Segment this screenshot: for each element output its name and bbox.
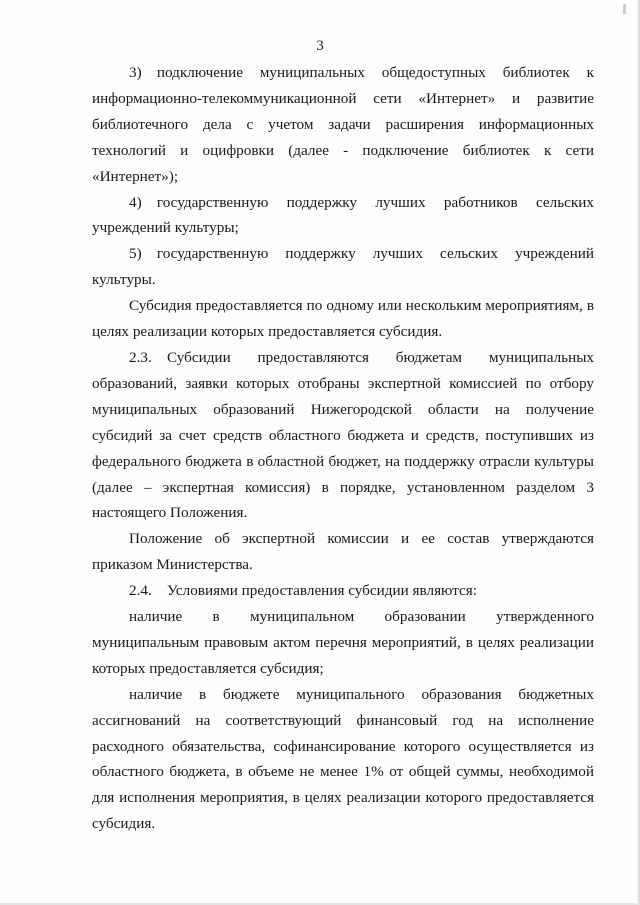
- paragraph-condition-2: наличие в бюджете муниципального образования бюджетных ассигнований на соответствующий финансовый год на исполнение расходного обязательства, софинансирование которого осуществляется из областного бюджета, в объеме не менее 1% от общей суммы, необходимой для исполнения мероприятия, в целях реализации которого предоставляется субсидия.: [92, 685, 594, 833]
- paragraph-commission: Положение об экспертной комиссии и ее состав утверждаются приказом Министерства.: [92, 530, 594, 574]
- paragraph-condition-1: наличие в муниципальном образовании утвержденного муниципальным правовым актом перечня мероприятий, в целях реализации которых предоставляется субсидия;: [92, 608, 594, 677]
- document-body: [92, 60, 594, 837]
- paragraph-item-3: 3) подключение муниципальных общедоступных библиотек к информационно-телекоммуникационной сети «Интернет» и развитие библиотечного дела с учетом задачи расширения информационных технологий и оцифровки (далее - подключение библиотек к сети «Интернет»);: [92, 64, 594, 185]
- page-number: 3: [316, 38, 324, 54]
- paragraph-subsidy-note: Субсидия предоставляется по одному или нескольким мероприятиям, в целях реализации которых предоставляется субсидия.: [92, 297, 594, 341]
- paragraph-item-4: 4) государственную поддержку лучших работников сельских учреждений культуры;: [92, 193, 594, 237]
- scan-artifact: [623, 4, 626, 14]
- paragraph-2-4: 2.4. Условиями предоставления субсидии являются:: [129, 582, 477, 600]
- paragraph-2-3: 2.3. Субсидии предоставляются бюджетам муниципальных образований, заявки которых отобраны экспертной комиссией по отбору муниципальных образований Нижегородской области на получение субсидий за счет средств областного бюджета и средств, поступивших из федерального бюджета в областной бюджет, на поддержку отрасли культуры (далее – экспертная комиссия) в порядке, установленном разделом 3 настоящего Положения.: [92, 348, 594, 522]
- paragraph-item-5: 5) государственную поддержку лучших сельских учреждений культуры.: [92, 245, 594, 289]
